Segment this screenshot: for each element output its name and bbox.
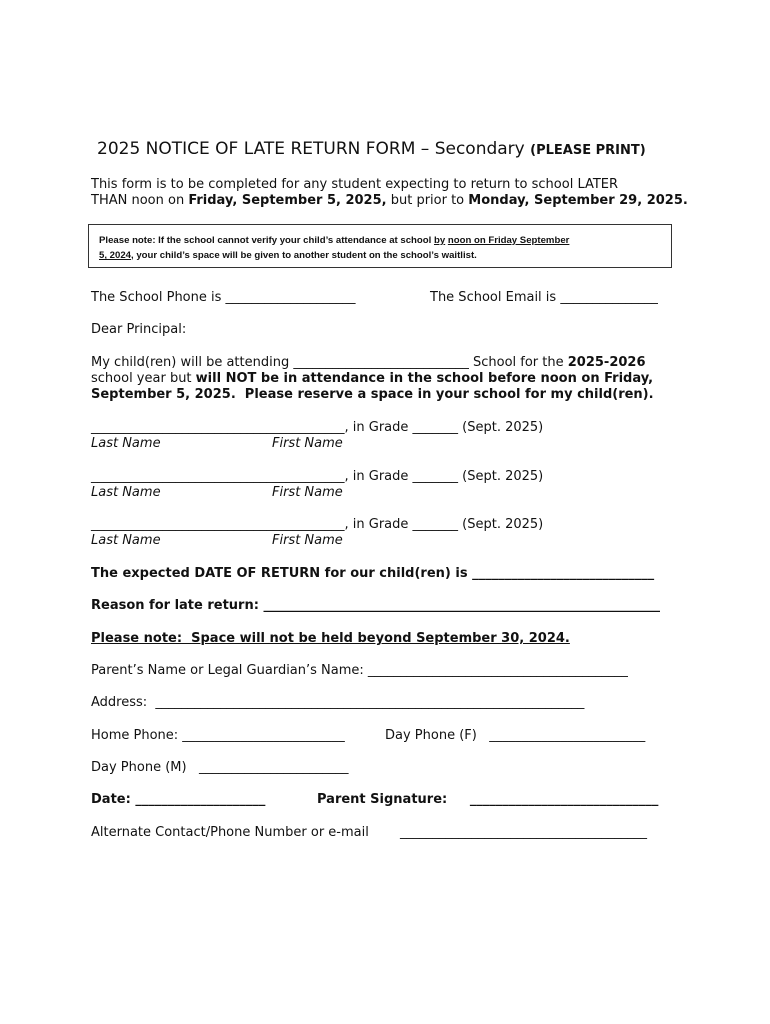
form-title-main: 2025 NOTICE OF LATE RETURN FORM – Secondary <box>97 139 531 159</box>
notice-line-1 <box>99 233 671 248</box>
notice-line-2-date: 5, 2024 <box>99 250 132 261</box>
form-title-sub: (PLEASE PRINT) <box>530 143 646 158</box>
child-3-last-name-label: Last Name <box>91 533 161 548</box>
child-3-first-name-label: First Name <box>272 533 343 548</box>
notice-box <box>88 224 672 268</box>
attending-line-1-a: My child(ren) will be attending ___________________________ School for the <box>91 355 568 370</box>
alternate-contact-field[interactable]: ______________________________________ <box>400 825 647 840</box>
home-phone-field[interactable]: Home Phone: _________________________ <box>91 728 345 743</box>
day-phone-m-field[interactable]: Day Phone (M) _______________________ <box>91 760 349 775</box>
day-phone-f-field[interactable]: Day Phone (F) ________________________ <box>385 728 646 743</box>
parent-signature-field[interactable]: Parent Signature: _____________________________ <box>317 792 659 807</box>
school-email-field[interactable]: The School Email is _______________ <box>430 290 658 305</box>
intro-line-2-c: but prior to <box>386 193 469 208</box>
return-date-field[interactable]: The expected DATE OF RETURN for our child(ren) is ____________________________ <box>91 566 655 581</box>
reason-field[interactable]: Reason for late return: _____________________________________________________________ <box>91 598 660 613</box>
notice-line-2-rest: , your child’s space will be given to another student on the school’s waitlist. <box>131 250 477 261</box>
intro-line-2-a: THAN noon on <box>91 193 189 208</box>
attending-line-2-b: will NOT be in attendance in the school before noon on Friday, <box>195 371 654 386</box>
notice-date: noon on Friday September <box>447 235 570 246</box>
child-2-first-name-label: First Name <box>272 485 343 500</box>
child-2-field[interactable]: _______________________________________, in Grade _______ (Sept. 2025) <box>91 469 544 484</box>
form-title <box>97 139 646 159</box>
child-3-field[interactable]: _______________________________________, in Grade _______ (Sept. 2025) <box>91 517 544 532</box>
notice-line-2 <box>99 248 671 263</box>
alternate-contact-label: Alternate Contact/Phone Number or e-mail <box>91 825 369 840</box>
child-1-last-name-label: Last Name <box>91 436 161 451</box>
child-1-field[interactable]: _______________________________________, in Grade _______ (Sept. 2025) <box>91 420 544 435</box>
space-note: Please note: Space will not be held beyond September 30, 2024. <box>91 631 570 646</box>
address-field[interactable]: Address: __________________________________________________________________ <box>91 695 585 710</box>
school-phone-field[interactable]: The School Phone is ____________________ <box>91 290 356 305</box>
notice-prefix: Please note: If the school cannot verify your child’s attendance at school <box>99 235 434 246</box>
intro-monday-date: Monday, September 29, 2025. <box>468 193 688 208</box>
intro-friday-date: Friday, September 5, 2025, <box>188 193 387 208</box>
child-1-first-name-label: First Name <box>272 436 343 451</box>
attending-line-2 <box>91 371 653 387</box>
greeting: Dear Principal: <box>91 322 187 337</box>
attending-line-1[interactable] <box>91 355 646 371</box>
date-field[interactable]: Date: ____________________ <box>91 792 266 807</box>
child-2-last-name-label: Last Name <box>91 485 161 500</box>
guardian-name-field[interactable]: Parent’s Name or Legal Guardian’s Name: ________________________________________ <box>91 663 628 678</box>
attending-line-2-a: school year but <box>91 371 196 386</box>
attending-line-3: September 5, 2025. Please reserve a space in your school for my child(ren). <box>91 387 654 402</box>
school-year: 2025-2026 <box>567 355 646 370</box>
notice-by: by <box>433 235 446 246</box>
intro-line-2 <box>91 193 688 209</box>
intro-line-1: This form is to be completed for any student expecting to return to school LATER <box>91 177 619 192</box>
